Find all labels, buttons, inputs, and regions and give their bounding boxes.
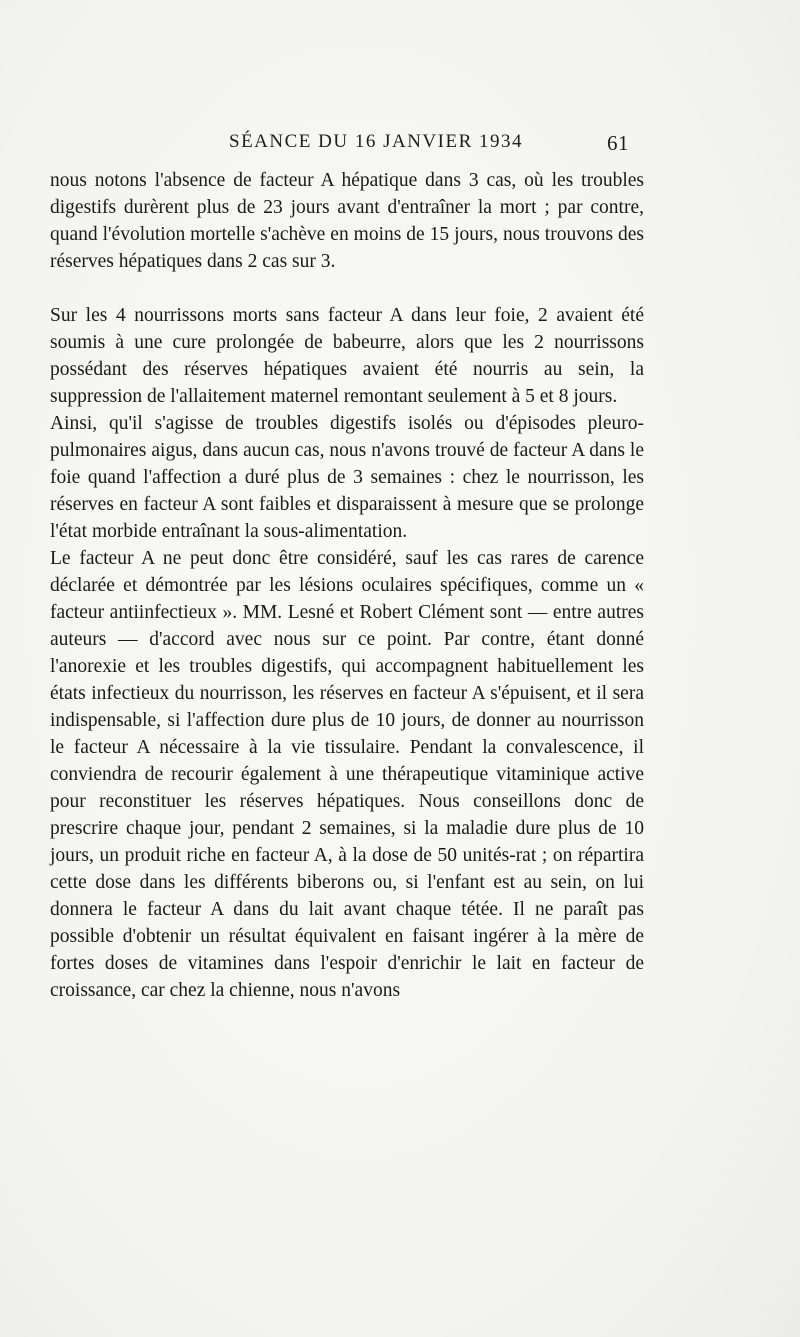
- paragraph: nous notons l'absence de facteur A hépatique dans 3 cas, où les troubles digestifs durèrent plus de 23 jours avant d'entraîner la mort ; par contre, quand l'évolution mortelle s'achève en moins de 15 jours, nous trouvons des réserves hépatiques dans 2 cas sur 3.: [50, 170, 644, 272]
- paragraph: Ainsi, qu'il s'agisse de troubles digestifs isolés ou d'épisodes pleuro-pulmonaires aigus, dans aucun cas, nous n'avons trouvé de facteur A dans le foie quand l'affection a duré plus de 3 semaines : chez le nourrisson, les réserves en facteur A sont faibles et disparaissent à mesure que se prolonge l'état morbide entraînant la sous-alimentation.: [50, 413, 644, 542]
- page-number: 61: [607, 131, 629, 155]
- body-text: [50, 167, 644, 1004]
- page-header: [229, 128, 629, 158]
- running-title: SÉANCE DU 16 JANVIER 1934: [229, 131, 523, 152]
- paragraph: Sur les 4 nourrissons morts sans facteur A dans leur foie, 2 avaient été soumis à une cure prolongée de babeurre, alors que les 2 nourrissons possédant des réserves hépatiques avaient été nourris au sein, la suppression de l'allaitement maternel remontant seulement à 5 et 8 jours.: [50, 305, 644, 407]
- paragraph: Le facteur A ne peut donc être considéré, sauf les cas rares de carence déclarée et démontrée par les lésions oculaires spécifiques, comme un « facteur antiinfectieux ». MM. Lesné et Robert Clément sont — entre autres auteurs — d'accord avec nous sur ce point. Par contre, étant donné l'anorexie et les troubles digestifs, qui accompagnent habituellement les états infectieux du nourrisson, les réserves en facteur A s'épuisent, et il sera indispensable, si l'affection dure plus de 10 jours, de donner au nourrisson le facteur A nécessaire à la vie tissulaire. Pendant la convalescence, il conviendra de recourir également à une thérapeutique vitaminique active pour reconstituer les réserves hépatiques. Nous conseillons donc de prescrire chaque jour, pendant 2 semaines, si la maladie dure plus de 10 jours, un produit riche en facteur A, à la dose de 50 unités-rat ; on répartira cette dose dans les différents biberons ou, si l'enfant est au sein, on lui donnera le facteur A dans du lait avant chaque tétée. Il ne paraît pas possible d'obtenir un résultat équivalent en faisant ingérer à la mère de fortes doses de vitamines dans l'espoir d'enrichir le lait en facteur de croissance, car chez la chienne, nous n'avons: [50, 548, 644, 1001]
